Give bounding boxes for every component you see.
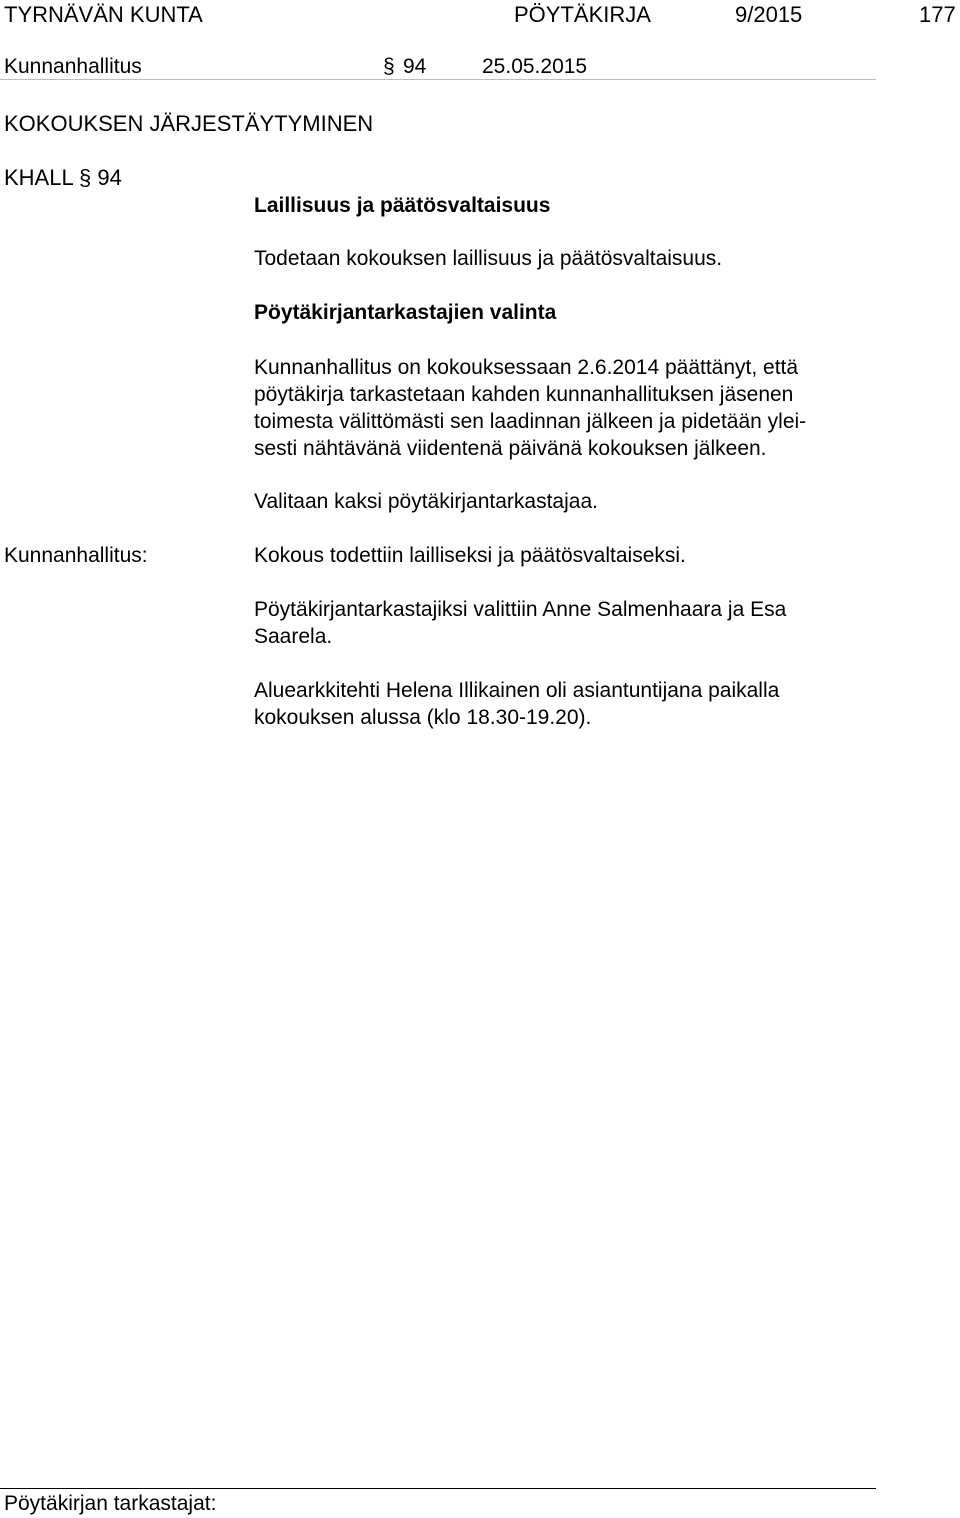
decision-paragraph-3 xyxy=(254,677,779,731)
meeting-body: Kunnanhallitus xyxy=(4,55,142,78)
proposal-text: Valitaan kaksi pöytäkirjantarkastajaa. xyxy=(254,490,598,513)
document-type: PÖYTÄKIRJA xyxy=(514,2,651,27)
decision-line: Aluearkkitehti Helena Illikainen oli asiantuntijana paikalla xyxy=(254,679,780,702)
legality-heading: Laillisuus ja päätösvaltaisuus xyxy=(254,194,551,217)
document-number: 9/2015 xyxy=(735,2,803,27)
legality-text: Todetaan kokouksen laillisuus ja päätösvaltaisuus. xyxy=(254,247,723,270)
decision-paragraph-2 xyxy=(254,596,786,650)
item-section-sign: § xyxy=(79,165,92,190)
inspectors-heading: Pöytäkirjantarkastajien valinta xyxy=(254,301,557,324)
decision-label: Kunnanhallitus: xyxy=(4,544,148,567)
decision-line: Pöytäkirjantarkastajiksi valittiin Anne Salmenhaara ja Esa xyxy=(254,598,787,621)
section-number: 94 xyxy=(403,55,427,78)
header-divider xyxy=(0,79,876,80)
section-sign: § xyxy=(383,55,395,78)
decision-line: kokouksen alussa (klo 18.30-19.20). xyxy=(254,706,592,729)
inspectors-line: Kunnanhallitus on kokouksessaan 2.6.2014 päättänyt, että xyxy=(254,356,799,379)
footer-divider xyxy=(0,1488,876,1489)
item-id xyxy=(4,165,122,191)
inspectors-line: toimesta välittömästi sen laadinnan jälkeen ja pidetään ylei- xyxy=(254,410,807,433)
item-number: 94 xyxy=(97,165,122,190)
inspectors-line: pöytäkirja tarkastetaan kahden kunnanhallituksen jäsenen xyxy=(254,383,794,406)
inspectors-paragraph xyxy=(254,354,806,462)
page-number: 177 xyxy=(919,2,956,27)
meeting-date: 25.05.2015 xyxy=(482,55,588,78)
inspectors-line: sesti nähtävänä viidentenä päivänä kokouksen jälkeen. xyxy=(254,437,767,460)
decision-text-1: Kokous todettiin lailliseksi ja päätösvaltaiseksi. xyxy=(254,544,686,567)
municipality-name: TYRNÄVÄN KUNTA xyxy=(4,2,203,27)
decision-line: Saarela. xyxy=(254,625,333,648)
footer-inspectors-label: Pöytäkirjan tarkastajat: xyxy=(4,1492,217,1515)
agenda-title: KOKOUKSEN JÄRJESTÄYTYMINEN xyxy=(4,111,374,136)
item-prefix: KHALL xyxy=(4,165,73,190)
